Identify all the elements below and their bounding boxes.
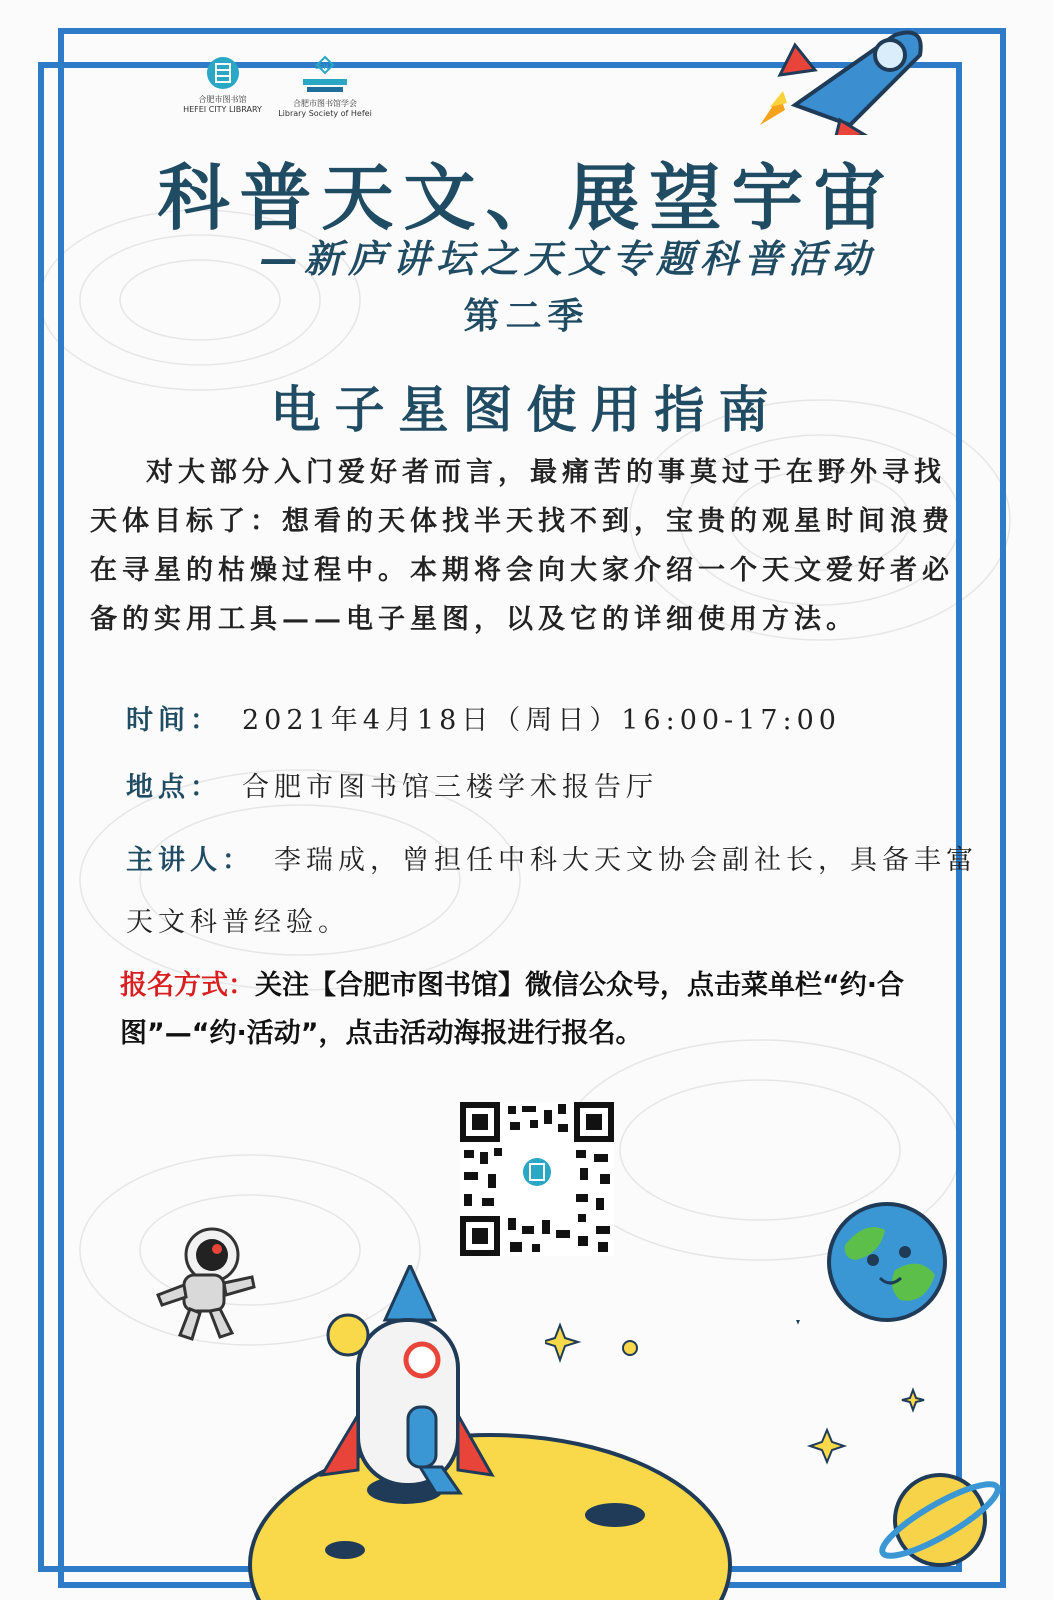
library-society-logo: [275, 55, 375, 119]
speaker-value: 李瑞成，曾担任中科大天文协会副社长，具备丰富天文科普经验。: [126, 845, 978, 938]
speaker-row: [126, 830, 986, 954]
place-row: [126, 765, 658, 804]
logo-group: [180, 55, 380, 135]
earth-icon: [825, 1200, 950, 1325]
hefei-library-logo: [180, 55, 265, 115]
place-label: 地点：: [126, 772, 222, 803]
main-title: 科普天文、展望宇宙: [157, 156, 896, 240]
society-abbr: LSH: [315, 63, 329, 71]
season-label: 第二季: [463, 296, 590, 337]
library-en-name: HEFEI CITY LIBRARY: [183, 105, 262, 114]
society-name: 合肥市图书馆学会: [293, 99, 357, 108]
rocket-icon: [755, 15, 935, 135]
book-stack-icon: [295, 55, 355, 95]
time-label: 时间：: [126, 705, 222, 736]
intro-paragraph: 对大部分入门爱好者而言，最痛苦的事莫过于在野外寻找天体目标了：想看的天体找半天找不到，宝贵的观星时间浪费在寻星的枯燥过程中。本期将会向大家介绍一个天文爱好者必备的实用工具——电子星图，以及它的详细使用方法。: [90, 457, 954, 635]
registration-label: 报名方式：: [120, 970, 255, 1001]
subtitle: —新庐讲坛之天文专题科普活动: [260, 237, 877, 281]
society-en-name: Library Society of Hefei: [278, 109, 372, 118]
registration-text: 关注【合肥市图书馆】微信公众号，点击菜单栏“约·合图”—“约·活动”，点击活动海报进行报名。: [120, 970, 905, 1049]
time-value: 2021年4月18日（周日）16:00-17:00: [242, 705, 841, 736]
place-value: 合肥市图书馆三楼学术报告厅: [242, 772, 658, 803]
topic-heading: 电子星图使用指南: [270, 380, 783, 439]
library-emblem-icon: [205, 55, 241, 91]
time-row: [126, 698, 841, 737]
wechat-qr-code[interactable]: [460, 1102, 614, 1256]
registration-info: [120, 962, 970, 1058]
star-sparkles: [545, 1320, 925, 1470]
speaker-label: 主讲人：: [126, 845, 254, 876]
library-name: 合肥市图书馆: [198, 95, 247, 104]
